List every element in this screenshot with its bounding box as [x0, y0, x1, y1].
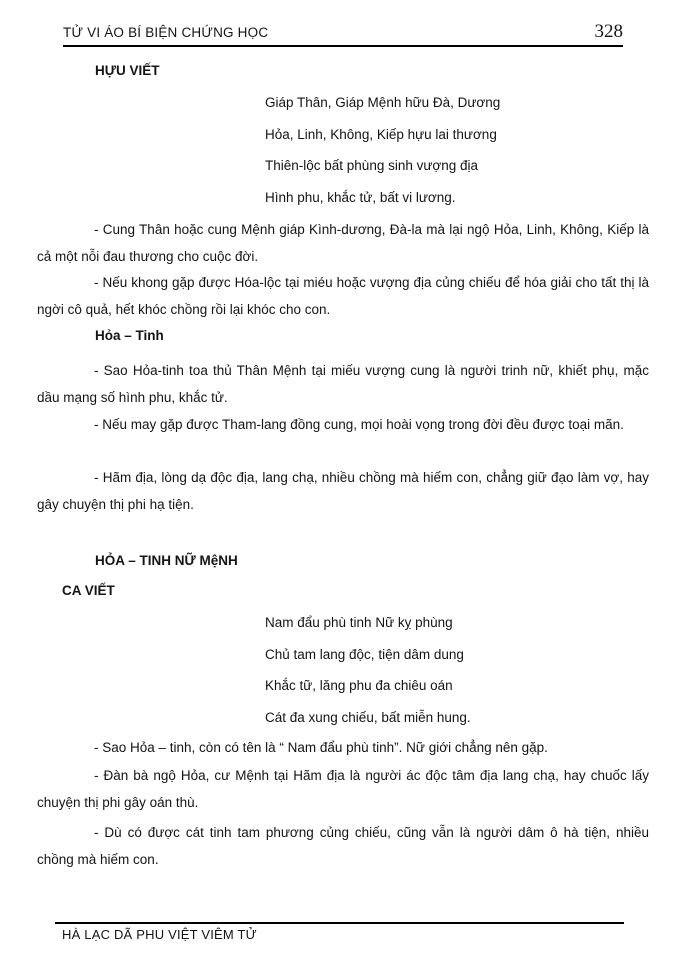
paragraph: - Cung Thân hoặc cung Mệnh giáp Kình-dương, Đà-la mà lại ngộ Hỏa, Linh, Không, Kiếp là cả một nỗi đau thương cho cuộc đời.: [37, 222, 649, 264]
verse-line: Chủ tam lang độc, tiện dâm dung: [265, 646, 464, 662]
paragraph: - Dù có được cát tinh tam phương củng chiếu, cũng vẫn là người dâm ô hà tiện, nhiều chồng mà hiếm con.: [37, 825, 649, 867]
verse-block-huu-viet: [265, 87, 500, 214]
section-subheading-ca-viet: CA VIẾT: [62, 583, 115, 598]
paragraph: - Đàn bà ngộ Hỏa, cư Mệnh tại Hãm địa là người ác độc tâm địa lang chạ, hay chuốc lấy chuyện thị phi gây oán thù.: [37, 768, 649, 810]
footer-author: HÀ LẠC DÃ PHU VIỆT VIÊM TỬ: [62, 927, 257, 942]
paragraph: - Sao Hỏa – tinh, còn có tên là “ Nam đẩu phù tinh”. Nữ giới chẳng nên gặp.: [94, 740, 548, 755]
section-heading-hoa-tinh: Hỏa – Tinh: [95, 328, 164, 343]
verse-line: Khắc tữ, lăng phu đa chiêu oán: [265, 678, 453, 694]
paragraph: - Sao Hỏa-tinh toa thủ Thân Mệnh tại miếu vượng cung là người trinh nữ, khiết phụ, mặc dầu mạng số hình phu, khắc tử.: [37, 363, 649, 405]
verse-line: Hình phu, khắc tử, bất vi lương.: [265, 190, 456, 206]
verse-line: Hỏa, Linh, Không, Kiếp hựu lai thương: [265, 126, 497, 142]
verse-line: Cát đa xung chiếu, bất miễn hung.: [265, 710, 471, 726]
verse-line: Nam đẩu phù tinh Nữ kỵ phùng: [265, 615, 453, 630]
page-footer: [55, 922, 624, 942]
paragraph: - Hãm địa, lòng dạ độc địa, lang chạ, nhiều chồng mà hiếm con, chẳng giữ đạo làm vợ, hay gây chuyện thị phi hạ tiện.: [37, 470, 649, 512]
running-title: TỬ VI ÁO BÍ BIỆN CHỨNG HỌC: [63, 25, 269, 40]
verse-block-ca-viet: [265, 607, 471, 734]
paragraph: - Nếu khong gặp được Hóa-lộc tại miéu hoặc vượng địa củng chiếu để hóa giải cho tất thị là ngời cô quả, hết khóc chồng rồi lại khóc cho con.: [37, 275, 649, 317]
verse-line: Thiên-lộc bất phùng sinh vượng địa: [265, 158, 479, 174]
verse-line: Giáp Thân, Giáp Mệnh hữu Đà, Dương: [265, 95, 501, 110]
section-heading-hoa-tinh-nu-menh: HỎA – TINH NỮ MệNH: [95, 553, 238, 568]
section-heading-huu-viet: HỰU VIẾT: [95, 63, 160, 78]
page-number: 328: [594, 21, 623, 42]
paragraph: - Nếu may gặp được Tham-lang đồng cung, mọi hoài vọng trong đời đều được toại mãn.: [94, 417, 624, 432]
page-header: [63, 22, 623, 47]
